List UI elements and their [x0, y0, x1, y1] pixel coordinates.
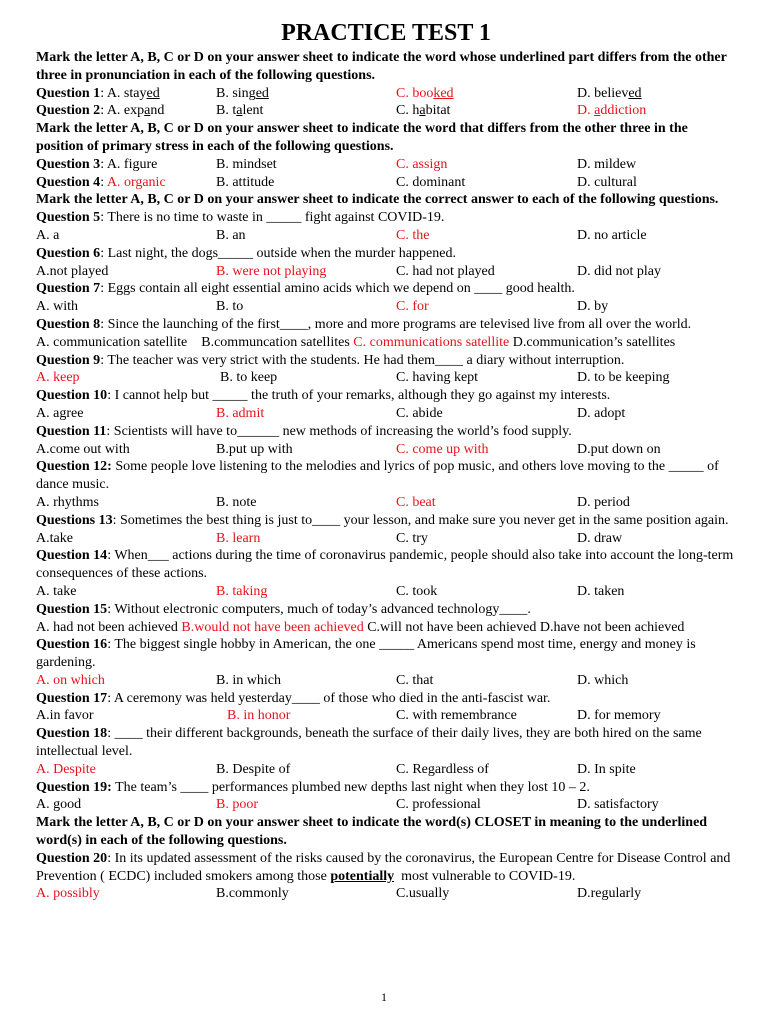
question-16-stem: Question 16: The biggest single hobby in American, the one _____ Americans spend most time, energy and money is gardening.	[36, 637, 696, 671]
option-4d: D. cultural	[577, 174, 637, 190]
question-10-options	[36, 405, 736, 423]
question-2-row	[36, 102, 736, 120]
option-6a: A.not played	[36, 263, 109, 279]
question-12-stem: Question 12: Some people love listening to the melodies and lyrics of pop music, and others love moving to the _____ of dance music.	[36, 459, 719, 493]
question-4-label: Question 4	[36, 174, 101, 190]
option-6c: C. had not played	[396, 263, 495, 279]
option-10d: D. adopt	[577, 405, 626, 421]
option-3d: D. mildew	[577, 156, 637, 172]
option-12d: D. period	[577, 494, 630, 510]
question-3-row	[36, 156, 736, 174]
question-13-label: Questions 13	[36, 512, 113, 528]
option-11a: A.come out with	[36, 441, 130, 457]
option-3b: B. mindset	[216, 156, 277, 172]
question-17-label: Question 17	[36, 690, 108, 706]
question-16-label: Question 16	[36, 637, 108, 653]
option-19b-answer: B. poor	[216, 797, 258, 813]
option-20a-answer: A. possibly	[36, 886, 100, 902]
option-3a: Question 3: A. figure	[36, 156, 158, 172]
question-14-options	[36, 583, 736, 601]
option-15d: D.have not been achieved	[539, 619, 685, 635]
option-11c-answer: C. come up with	[396, 441, 489, 457]
option-8b: B.communcation satellites	[201, 334, 350, 350]
question-19-options	[36, 796, 736, 814]
option-15a: A. had not been achieved	[36, 619, 178, 635]
option-16a-answer: A. on which	[36, 672, 105, 688]
option-1c-answer: C. booked	[396, 85, 454, 101]
page-title: PRACTICE TEST 1	[281, 20, 491, 46]
option-8d: D.communication’s satellites	[512, 334, 676, 350]
option-8c-answer: C. communications satellite	[353, 334, 510, 350]
question-11-stem: Question 11: Scientists will have to______ new methods of increasing the world’s food supply.	[36, 423, 572, 439]
question-6-options	[36, 263, 736, 281]
option-14b-answer: B. taking	[216, 583, 268, 599]
question-6-stem: Question 6: Last night, the dogs_____ outside when the murder happened.	[36, 245, 456, 261]
option-20b: B.commonly	[216, 886, 289, 902]
question-13-stem: Questions 13: Sometimes the best thing is just to____ your lesson, and make sure you never get in the same position again.	[36, 512, 729, 528]
question-10-label: Question 10	[36, 388, 108, 404]
question-15-label: Question 15	[36, 601, 108, 617]
option-5c-answer: C. the	[396, 227, 430, 243]
option-13b-answer: B. learn	[216, 530, 261, 546]
option-1b: B. singed	[216, 85, 269, 101]
question-11-options	[36, 441, 736, 459]
question-3-label: Question 3	[36, 156, 101, 172]
question-7-label: Question 7	[36, 281, 101, 297]
question-9-stem: Question 9: The teacher was very strict with the students. He had them____ a diary without interruption.	[36, 352, 625, 368]
question-18-label: Question 18	[36, 726, 108, 742]
option-19a: A. good	[36, 797, 82, 813]
option-19c: C. professional	[396, 797, 481, 813]
option-2d-answer: D. addiction	[577, 103, 647, 119]
option-5b: B. an	[216, 227, 246, 243]
section-instruction-stress: Mark the letter A, B, C or D on your answer sheet to indicate the word that differs from the other three in the position of primary stress in each of the following questions.	[36, 121, 688, 154]
option-14d: D. taken	[577, 583, 625, 599]
option-3c-answer: C. assign	[396, 156, 448, 172]
question-13-options	[36, 530, 736, 548]
question-6-label: Question 6	[36, 245, 101, 261]
option-2a: Question 2: A. expand	[36, 103, 165, 119]
option-8a: A. communication satellite	[36, 334, 188, 350]
option-2c: C. habitat	[396, 103, 451, 119]
option-4a-answer: Question 4: A. organic	[36, 174, 166, 190]
question-12-options	[36, 494, 736, 512]
question-19-stem: Question 19: The team’s ____ performances plumbed new depths last night when they lost 10 – 2.	[36, 779, 590, 795]
option-4c: C. dominant	[396, 174, 466, 190]
option-18d: D. In spite	[577, 761, 636, 777]
question-5-label: Question 5	[36, 210, 101, 226]
option-13a: A.take	[36, 530, 73, 546]
option-4b: B. attitude	[216, 174, 275, 190]
question-20-stem: Question 20: In its updated assessment of the risks caused by the coronavirus, the European Centre for Disease Control and Prevention ( ECDC) included smokers among those potentially most vulnerable to COVID-19.	[36, 850, 731, 884]
question-9-options	[36, 369, 736, 387]
option-16d: D. which	[577, 672, 629, 688]
option-19d: D. satisfactory	[577, 797, 659, 813]
option-17d: D. for memory	[577, 708, 661, 724]
question-7-stem: Question 7: Eggs contain all eight essential amino acids which we depend on ____ good health.	[36, 281, 575, 297]
document-page	[36, 18, 736, 903]
question-11-label: Question 11	[36, 423, 107, 439]
section-instruction-grammar: Mark the letter A, B, C or D on your answer sheet to indicate the correct answer to each of the following questions.	[36, 192, 719, 208]
question-18-options	[36, 761, 736, 779]
question-1-row	[36, 85, 736, 103]
question-17-stem: Question 17: A ceremony was held yesterday____ of those who died in the anti-fascist war.	[36, 690, 551, 706]
question-19-label: Question 19:	[36, 779, 112, 795]
option-15b-answer: B.would not have been achieved	[181, 619, 364, 635]
option-12a: A. rhythms	[36, 494, 99, 510]
question-15-stem: Question 15: Without electronic computers, much of today’s advanced technology____.	[36, 601, 531, 617]
option-10b-answer: B. admit	[216, 405, 265, 421]
underlined-keyword: potentially	[330, 868, 395, 884]
option-9a-answer: A. keep	[36, 370, 80, 386]
option-17a: A.in favor	[36, 708, 94, 724]
option-16b: B. in which	[216, 672, 281, 688]
option-7a: A. with	[36, 299, 78, 315]
question-18-stem: Question 18: ____ their different backgrounds, beneath the surface of their daily lives, they are both hired on the same intellectual level.	[36, 726, 702, 760]
option-13d: D. draw	[577, 530, 623, 546]
option-18c: C. Regardless of	[396, 761, 489, 777]
option-5d: D. no article	[577, 227, 647, 243]
option-12b: B. note	[216, 494, 257, 510]
option-1d: D. believed	[577, 85, 642, 101]
question-10-stem: Question 10: I cannot help but _____ the truth of your remarks, although they go against my interests.	[36, 388, 611, 404]
option-13c: C. try	[396, 530, 428, 546]
question-20-options	[36, 885, 736, 903]
question-4-row	[36, 174, 736, 192]
option-16c: C. that	[396, 672, 434, 688]
question-14-stem: Question 14: When___ actions during the time of coronavirus pandemic, people should also take into account the long-term consequences of these actions.	[36, 548, 734, 582]
section-instruction-pronunciation: Mark the letter A, B, C or D on your answer sheet to indicate the word whose underlined part differs from the other three in pronunciation in each of the following questions.	[36, 50, 727, 83]
option-20d: D.regularly	[577, 886, 642, 902]
question-8-stem: Question 8: Since the launching of the first____, more and more programs are televised live from all over the world.	[36, 316, 692, 332]
question-20-label: Question 20	[36, 850, 108, 866]
option-6b-answer: B. were not playing	[216, 263, 327, 279]
option-11d: D.put down on	[577, 441, 661, 457]
page-number: 1	[381, 990, 387, 1004]
question-9-label: Question 9	[36, 352, 101, 368]
option-14c: C. took	[396, 583, 438, 599]
option-12c-answer: C. beat	[396, 494, 436, 510]
option-10c: C. abide	[396, 405, 443, 421]
option-17b-answer: B. in honor	[227, 708, 291, 724]
option-5a: A. a	[36, 227, 60, 243]
option-7c-answer: C. for	[396, 299, 429, 315]
question-8-label: Question 8	[36, 316, 101, 332]
question-12-label: Question 12:	[36, 459, 112, 475]
question-5-options	[36, 227, 736, 245]
question-17-options	[36, 707, 736, 725]
question-1-label: Question 1	[36, 85, 101, 101]
question-5-stem: Question 5: There is no time to waste in _____ fight against COVID-19.	[36, 210, 445, 226]
option-9d: D. to be keeping	[577, 370, 670, 386]
question-14-label: Question 14	[36, 548, 108, 564]
option-9b: B. to keep	[220, 370, 278, 386]
option-7d: D. by	[577, 299, 609, 315]
option-20c: C.usually	[396, 886, 450, 902]
option-7b: B. to	[216, 299, 244, 315]
option-9c: C. having kept	[396, 370, 479, 386]
option-2b: B. talent	[216, 103, 264, 119]
option-1a: Question 1: A. stayed	[36, 85, 160, 101]
option-6d: D. did not play	[577, 263, 661, 279]
question-2-label: Question 2	[36, 103, 101, 119]
option-15c: C.will not have been achieved	[367, 619, 537, 635]
question-7-options	[36, 298, 736, 316]
option-17c: C. with remembrance	[396, 708, 517, 724]
question-8-options	[36, 334, 736, 352]
question-15-options	[36, 619, 736, 637]
question-16-options	[36, 672, 736, 690]
section-instruction-closest: Mark the letter A, B, C or D on your answer sheet to indicate the word(s) CLOSET in meaning to the underlined word(s) in each of the following questions.	[36, 815, 708, 849]
option-18a-answer: A. Despite	[36, 761, 96, 777]
option-18b: B. Despite of	[216, 761, 291, 777]
option-14a: A. take	[36, 583, 77, 599]
option-11b: B.put up with	[216, 441, 293, 457]
option-10a: A. agree	[36, 405, 84, 421]
